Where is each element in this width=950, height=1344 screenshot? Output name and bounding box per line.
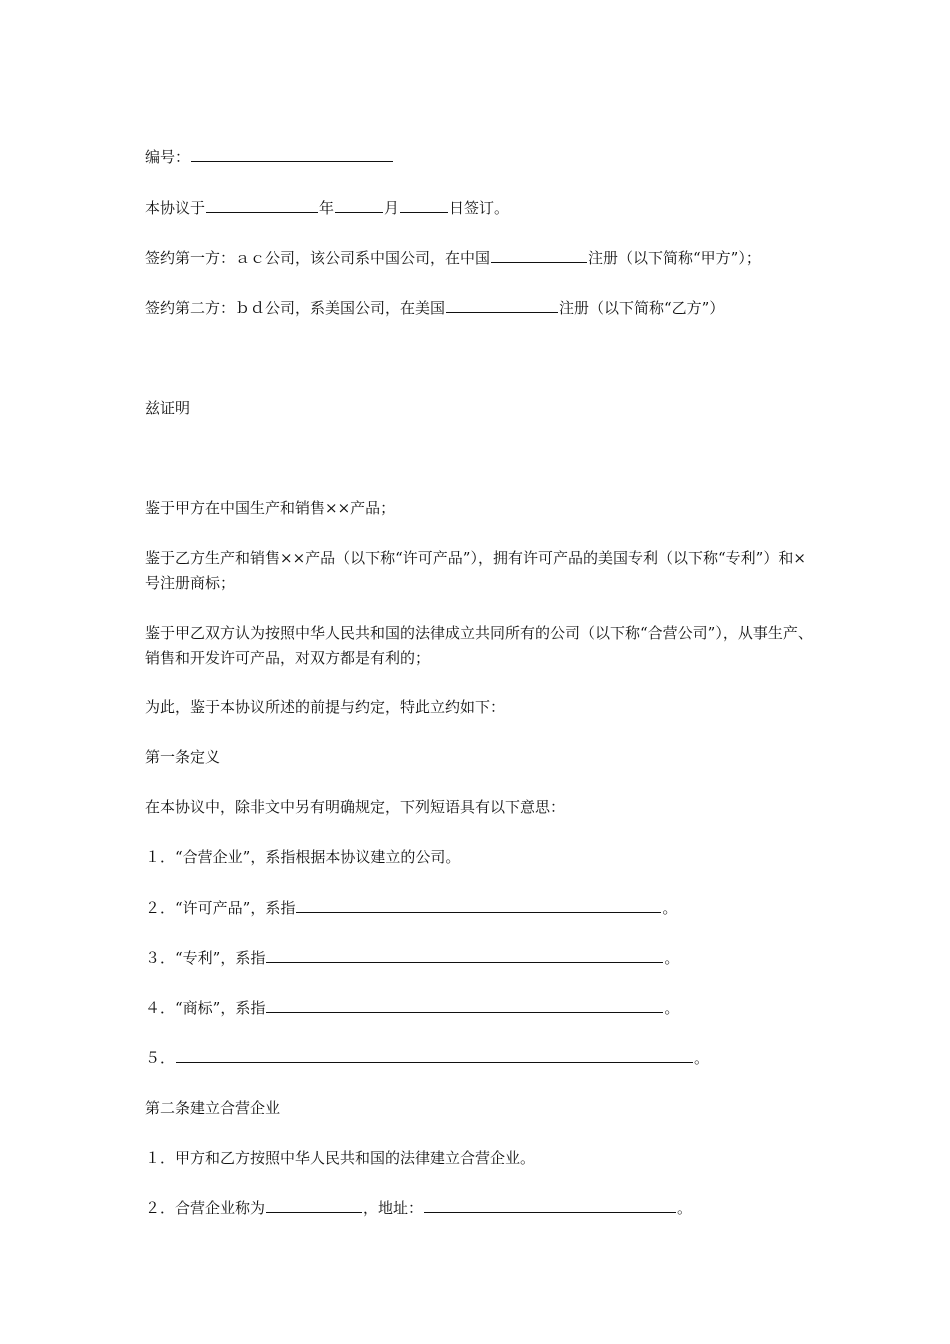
party-a-line: [145, 246, 820, 271]
establishment-item-2-period: 。: [677, 1199, 693, 1217]
party-b-registration-blank: [446, 297, 558, 313]
establishment-item-2-prefix: ２．合营企业称为: [145, 1199, 266, 1217]
signing-day-blank: [400, 197, 448, 213]
article-2-title: 第二条建立合营企业: [145, 1099, 281, 1117]
article-1-title: 第一条定义: [145, 748, 221, 766]
party-b-line: [145, 296, 820, 321]
witness-heading: 兹证明: [145, 399, 191, 417]
joint-venture-address-blank: [424, 1197, 676, 1213]
definition-item-1: １．“合营企业”，系指根据本协议建立的公司。: [145, 848, 461, 866]
establishment-item-2: [145, 1196, 820, 1221]
establishment-item-2-address-label: ，地址：: [363, 1199, 424, 1217]
party-b-prefix: 签约第二方：ｂｄ公司，系美国公司，在美国: [145, 299, 446, 317]
recital-1: 鉴于甲方在中国生产和销售××产品；: [145, 499, 396, 517]
definition-item-3-period: 。: [664, 949, 680, 967]
joint-venture-name-blank: [266, 1197, 362, 1213]
recital-3: 鉴于甲乙双方认为按照中华人民共和国的法律成立共同所有的公司（以下称“合营公司”），从事生产、销售和开发许可产品，对双方都是有利的；: [145, 624, 813, 667]
establishment-item-1: １．甲方和乙方按照中华人民共和国的法律建立合营企业。: [145, 1149, 536, 1167]
definition-item-5-label: ５．: [145, 1049, 176, 1067]
definition-item-3-label: ３．“专利”，系指: [145, 949, 266, 967]
definition-item-3-blank: [266, 947, 663, 963]
definition-item-2: [145, 896, 820, 921]
signing-year-label: 年: [319, 199, 335, 217]
signing-month-label: 月: [384, 199, 400, 217]
signing-month-blank: [335, 197, 383, 213]
definition-item-4-label: ４．“商标”，系指: [145, 999, 266, 1017]
definition-item-2-label: ２．“许可产品”，系指: [145, 899, 296, 917]
definition-item-5-blank: [176, 1047, 693, 1063]
signing-date-prefix: 本协议于: [145, 199, 206, 217]
party-a-prefix: 签约第一方：ａｃ公司，该公司系中国公司，在中国: [145, 249, 491, 267]
contract-number-label: 编号：: [145, 148, 191, 166]
article-1-intro: 在本协议中，除非文中另有明确规定，下列短语具有以下意思：: [145, 798, 566, 816]
definition-item-2-blank: [296, 897, 661, 913]
contract-number-blank: [191, 146, 393, 162]
party-b-suffix: 注册（以下简称“乙方”）: [559, 299, 725, 317]
signing-day-label: 日签订。: [449, 199, 510, 217]
definition-item-2-period: 。: [662, 899, 678, 917]
definition-item-5: [145, 1046, 820, 1071]
agreement-intro: 为此，鉴于本协议所述的前提与约定，特此立约如下：: [145, 698, 506, 716]
recital-2: 鉴于乙方生产和销售××产品（以下称“许可产品”），拥有许可产品的美国专利（以下称“专利”）和×号注册商标；: [145, 549, 806, 592]
contract-number-line: [145, 145, 820, 170]
definition-item-3: [145, 946, 820, 971]
signing-date-line: [145, 196, 820, 221]
party-a-registration-blank: [491, 247, 587, 263]
party-a-suffix: 注册（以下简称“甲方”）；: [588, 249, 761, 267]
definition-item-4: [145, 996, 820, 1021]
signing-year-blank: [206, 197, 318, 213]
definition-item-4-blank: [266, 997, 663, 1013]
definition-item-4-period: 。: [664, 999, 680, 1017]
definition-item-5-period: 。: [694, 1049, 710, 1067]
